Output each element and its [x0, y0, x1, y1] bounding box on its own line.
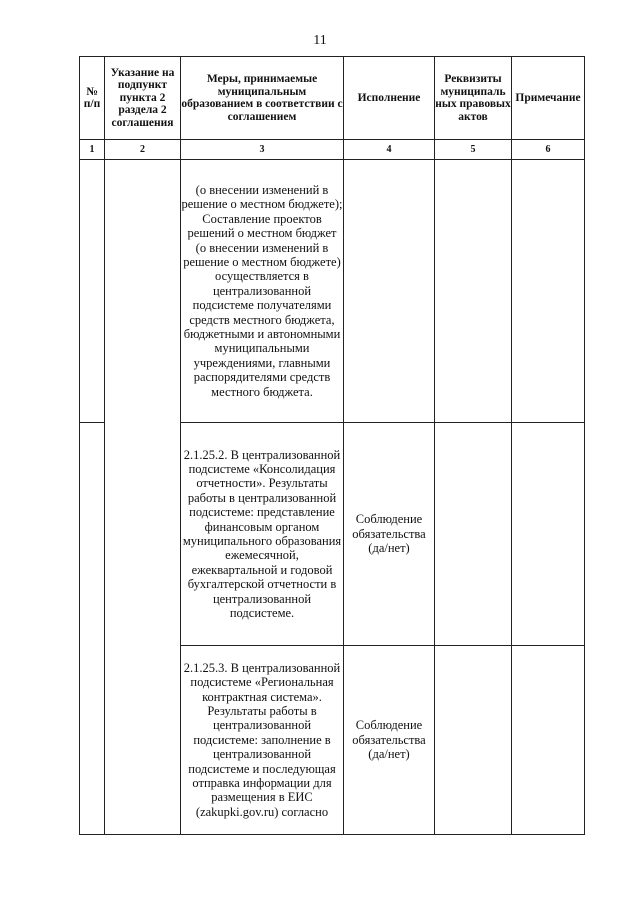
subclause-cell — [105, 160, 181, 835]
legal-acts-cell — [435, 646, 512, 835]
column-number: 4 — [344, 140, 435, 160]
column-number: 5 — [435, 140, 512, 160]
measure-cell: 2.1.25.2. В централизованной подсистеме «Консолидация отчетности». Результаты работы в централизованной подсистеме: представление финансовым органом муниципального образования ежемесячной, ежеквартальной и годовой бухгалтерской отчетности в централизованной подсистеме. — [181, 423, 344, 646]
note-cell — [512, 646, 585, 835]
header-legal-acts: Реквизиты муниципаль ных правовых актов — [435, 57, 512, 140]
header-measures: Меры, принимаемые муниципальным образованием в соответствии с соглашением — [181, 57, 344, 140]
measures-table — [79, 56, 585, 835]
number-cell — [80, 423, 105, 835]
column-number: 6 — [512, 140, 585, 160]
page-number: 11 — [313, 33, 327, 48]
header-row — [80, 57, 585, 140]
column-number: 1 — [80, 140, 105, 160]
header-subclause: Указание на подпункт пункта 2 раздела 2 соглашения — [105, 57, 181, 140]
legal-acts-cell — [435, 423, 512, 646]
execution-cell: Соблюдение обязательства (да/нет) — [344, 423, 435, 646]
header-note: Примечание — [512, 57, 585, 140]
header-execution: Исполнение — [344, 57, 435, 140]
column-number-row — [80, 140, 585, 160]
column-number: 3 — [181, 140, 344, 160]
column-number: 2 — [105, 140, 181, 160]
header-number: № п/п — [80, 57, 105, 140]
measure-cell: 2.1.25.3. В централизованной подсистеме «Региональная контрактная система». Результаты работы в централизованной подсистеме: заполнение в централизованной подсистеме и последующая отправка информации для размещения в ЕИС (zakupki.gov.ru) согласно — [181, 646, 344, 835]
measure-cell: (о внесении изменений в решение о местном бюджете); Составление проектов решений о местном бюджет (о внесении изменений в решение о местном бюджете) осуществляется в централизованной подсистеме получателями средств местного бюджета, бюджетными и автономными муниципальными учреждениями, главными распорядителями средств местного бюджета. — [181, 160, 344, 423]
legal-acts-cell — [435, 160, 512, 423]
number-cell — [80, 160, 105, 423]
note-cell — [512, 423, 585, 646]
note-cell — [512, 160, 585, 423]
execution-cell: Соблюдение обязательства (да/нет) — [344, 646, 435, 835]
execution-cell — [344, 160, 435, 423]
table-row — [80, 160, 585, 423]
